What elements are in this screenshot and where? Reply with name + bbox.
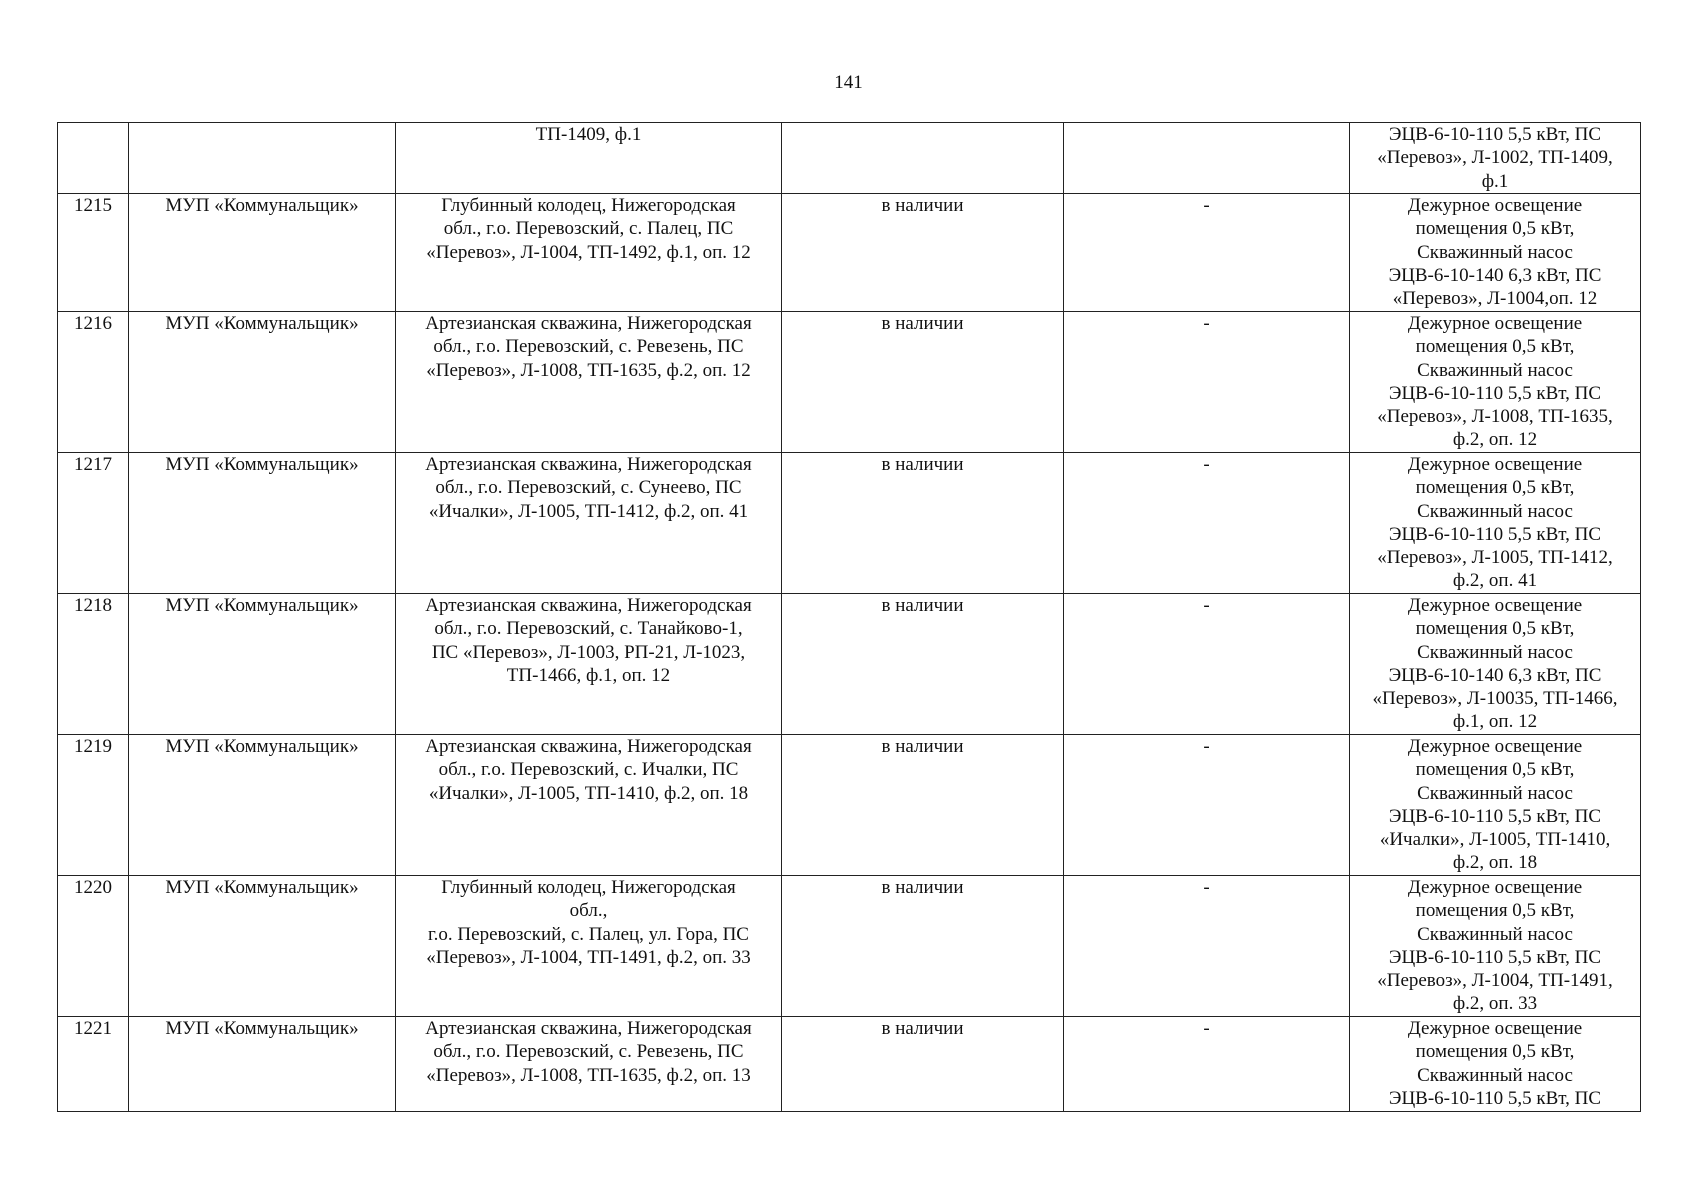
cell-object: Артезианская скважина, Нижегородская обл., г.о. Перевозский, с. Сунеево, ПС «Ичалки», Л-1005, ТП-1412, ф.2, оп. 41 xyxy=(396,453,782,594)
cell-availability: в наличии xyxy=(782,594,1064,735)
cell-number: 1220 xyxy=(58,876,129,1017)
table-row xyxy=(58,876,1641,1017)
cell-note: - xyxy=(1064,1017,1350,1112)
table-row-continuation xyxy=(58,123,1641,194)
cell-organization: МУП «Коммунальщик» xyxy=(129,312,396,453)
cell-note: - xyxy=(1064,312,1350,453)
cell-availability: в наличии xyxy=(782,735,1064,876)
cell-number: 1221 xyxy=(58,1017,129,1112)
table-row xyxy=(58,735,1641,876)
registry-table xyxy=(57,122,1641,1112)
cell-number: 1216 xyxy=(58,312,129,453)
cell-availability: в наличии xyxy=(782,453,1064,594)
cell-load: Дежурное освещение помещения 0,5 кВт, Скважинный насос ЭЦВ-6-10-110 5,5 кВт, ПС xyxy=(1350,1017,1641,1112)
cell-load: ЭЦВ-6-10-110 5,5 кВт, ПС «Перевоз», Л-1002, ТП-1409, ф.1 xyxy=(1350,123,1641,194)
cell-availability: в наличии xyxy=(782,1017,1064,1112)
cell-number: 1217 xyxy=(58,453,129,594)
cell-organization: МУП «Коммунальщик» xyxy=(129,594,396,735)
cell-load: Дежурное освещение помещения 0,5 кВт, Скважинный насос ЭЦВ-6-10-110 5,5 кВт, ПС «Перевоз», Л-1005, ТП-1412, ф.2, оп. 41 xyxy=(1350,453,1641,594)
cell-note xyxy=(1064,123,1350,194)
table-row xyxy=(58,1017,1641,1112)
cell-organization: МУП «Коммунальщик» xyxy=(129,735,396,876)
cell-object: Артезианская скважина, Нижегородская обл., г.о. Перевозский, с. Ревезень, ПС «Перевоз», Л-1008, ТП-1635, ф.2, оп. 12 xyxy=(396,312,782,453)
table-row xyxy=(58,312,1641,453)
cell-load: Дежурное освещение помещения 0,5 кВт, Скважинный насос ЭЦВ-6-10-140 6,3 кВт, ПС «Перевоз», Л-1004,оп. 12 xyxy=(1350,194,1641,312)
cell-availability: в наличии xyxy=(782,876,1064,1017)
table-row xyxy=(58,453,1641,594)
page-number: 141 xyxy=(834,72,863,93)
cell-note: - xyxy=(1064,194,1350,312)
cell-load: Дежурное освещение помещения 0,5 кВт, Скважинный насос ЭЦВ-6-10-110 5,5 кВт, ПС «Ичалки», Л-1005, ТП-1410, ф.2, оп. 18 xyxy=(1350,735,1641,876)
cell-availability xyxy=(782,123,1064,194)
cell-organization: МУП «Коммунальщик» xyxy=(129,876,396,1017)
cell-availability: в наличии xyxy=(782,312,1064,453)
cell-organization: МУП «Коммунальщик» xyxy=(129,453,396,594)
cell-organization xyxy=(129,123,396,194)
cell-note: - xyxy=(1064,594,1350,735)
cell-note: - xyxy=(1064,876,1350,1017)
cell-load: Дежурное освещение помещения 0,5 кВт, Скважинный насос ЭЦВ-6-10-140 6,3 кВт, ПС «Перевоз», Л-10035, ТП-1466, ф.1, оп. 12 xyxy=(1350,594,1641,735)
table-row xyxy=(58,594,1641,735)
cell-number: 1218 xyxy=(58,594,129,735)
cell-availability: в наличии xyxy=(782,194,1064,312)
cell-number: 1219 xyxy=(58,735,129,876)
cell-organization: МУП «Коммунальщик» xyxy=(129,194,396,312)
cell-object: ТП-1409, ф.1 xyxy=(396,123,782,194)
cell-note: - xyxy=(1064,453,1350,594)
cell-load: Дежурное освещение помещения 0,5 кВт, Скважинный насос ЭЦВ-6-10-110 5,5 кВт, ПС «Перевоз», Л-1004, ТП-1491, ф.2, оп. 33 xyxy=(1350,876,1641,1017)
cell-object: Глубинный колодец, Нижегородская обл., г.о. Перевозский, с. Палец, ПС «Перевоз», Л-1004, ТП-1492, ф.1, оп. 12 xyxy=(396,194,782,312)
table-row xyxy=(58,194,1641,312)
cell-load: Дежурное освещение помещения 0,5 кВт, Скважинный насос ЭЦВ-6-10-110 5,5 кВт, ПС «Перевоз», Л-1008, ТП-1635, ф.2, оп. 12 xyxy=(1350,312,1641,453)
cell-object: Артезианская скважина, Нижегородская обл., г.о. Перевозский, с. Ичалки, ПС «Ичалки», Л-1005, ТП-1410, ф.2, оп. 18 xyxy=(396,735,782,876)
cell-note: - xyxy=(1064,735,1350,876)
cell-object: Глубинный колодец, Нижегородская обл., г.о. Перевозский, с. Палец, ул. Гора, ПС «Перевоз», Л-1004, ТП-1491, ф.2, оп. 33 xyxy=(396,876,782,1017)
cell-number xyxy=(58,123,129,194)
cell-object: Артезианская скважина, Нижегородская обл., г.о. Перевозский, с. Танайково-1, ПС «Перевоз», Л-1003, РП-21, Л-1023, ТП-1466, ф.1, оп. 12 xyxy=(396,594,782,735)
cell-object: Артезианская скважина, Нижегородская обл., г.о. Перевозский, с. Ревезень, ПС «Перевоз», Л-1008, ТП-1635, ф.2, оп. 13 xyxy=(396,1017,782,1112)
cell-number: 1215 xyxy=(58,194,129,312)
cell-organization: МУП «Коммунальщик» xyxy=(129,1017,396,1112)
